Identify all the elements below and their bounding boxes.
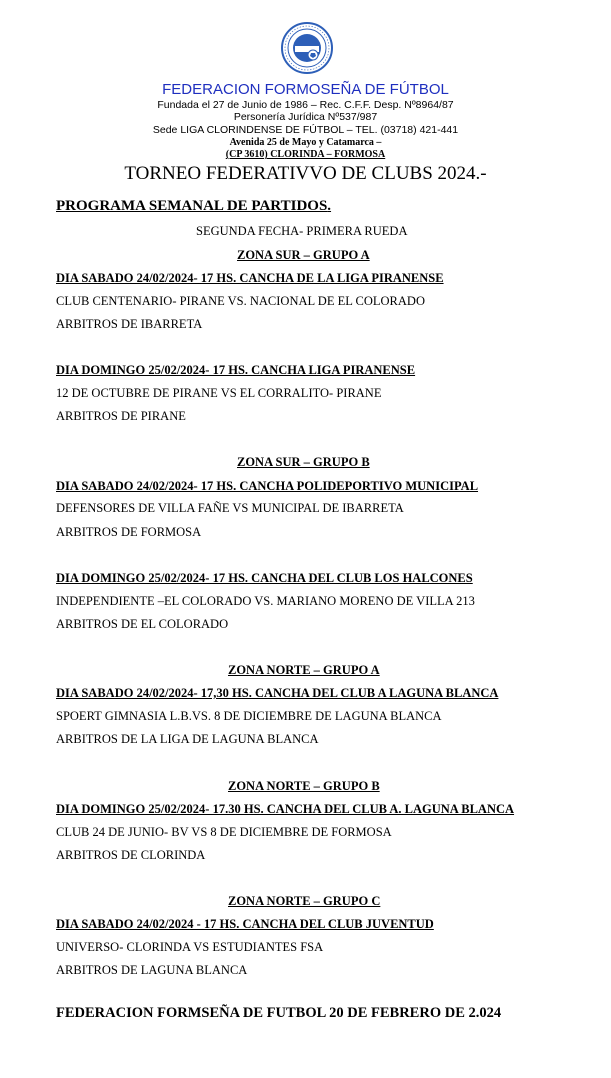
match-referees: ARBITROS DE PIRANE — [56, 409, 186, 423]
match-referees: ARBITROS DE IBARRETA — [56, 317, 203, 331]
match-teams: DEFENSORES DE VILLA FAÑE VS MUNICIPAL DE IBARRETA — [56, 501, 404, 515]
zone-title: ZONA NORTE – GRUPO A — [228, 663, 380, 677]
zone-title: ZONA NORTE – GRUPO B — [228, 779, 380, 793]
match-day: DIA DOMINGO 25/02/2024- 17 HS. CANCHA LIGA PIRANENSE — [56, 363, 416, 377]
match-teams: 12 DE OCTUBRE DE PIRANE VS EL CORRALITO- PIRANE — [56, 386, 382, 400]
personeria-line: Personería Jurídica Nº537/987 — [233, 111, 378, 123]
zone-title: ZONA SUR – GRUPO A — [237, 248, 370, 262]
program-title-text: PROGRAMA SEMANAL DE PARTIDOS — [56, 198, 328, 214]
match-teams: INDEPENDIENTE –EL COLORADO VS. MARIANO MORENO DE VILLA 213 — [56, 594, 475, 608]
match-day: DIA SABADO 24/02/2024 - 17 HS. CANCHA DEL CLUB JUVENTUD — [56, 917, 434, 931]
address-line-2: (CP 3610) CLORINDA – FORMOSA — [225, 149, 386, 160]
footer-signature: FEDERACION FORMSEÑA DE FUTBOL 20 DE FEBRERO DE 2.024 — [56, 1005, 502, 1021]
match-referees: ARBITROS DE EL COLORADO — [56, 617, 229, 631]
org-name: FEDERACION FORMOSEÑA DE FÚTBOL — [162, 81, 449, 98]
sede-line: Sede LIGA CLORINDENSE DE FÚTBOL – TEL. (03718) 421-441 — [152, 124, 459, 136]
program-title — [56, 198, 331, 215]
match-day: DIA SABADO 24/02/2024- 17 HS. CANCHA POLIDEPORTIVO MUNICIPAL — [56, 479, 479, 493]
match-teams: CLUB CENTENARIO- PIRANE VS. NACIONAL DE EL COLORADO — [56, 294, 425, 308]
federation-logo — [281, 22, 333, 74]
match-teams: CLUB 24 DE JUNIO- BV VS 8 DE DICIEMBRE DE FORMOSA — [56, 825, 392, 839]
match-referees: ARBITROS DE LA LIGA DE LAGUNA BLANCA — [56, 732, 319, 746]
address-line-1: Avenida 25 de Mayo y Catamarca – — [229, 137, 382, 148]
match-teams: SPOERT GIMNASIA L.B.VS. 8 DE DICIEMBRE DE LAGUNA BLANCA — [56, 709, 442, 723]
match-teams: UNIVERSO- CLORINDA VS ESTUDIANTES FSA — [56, 940, 324, 954]
match-referees: ARBITROS DE FORMOSA — [56, 525, 202, 539]
match-referees: ARBITROS DE LAGUNA BLANCA — [56, 963, 248, 977]
tournament-title: TORNEO FEDERATIVVO DE CLUBS 2024.- — [124, 163, 487, 184]
match-day: DIA SABADO 24/02/2024- 17 HS. CANCHA DE LA LIGA PIRANENSE — [56, 271, 444, 285]
match-referees: ARBITROS DE CLORINDA — [56, 848, 206, 862]
zone-title: ZONA NORTE – GRUPO C — [228, 894, 381, 908]
zone-title: ZONA SUR – GRUPO B — [237, 455, 370, 469]
founded-line: Fundada el 27 de Junio de 1986 – Rec. C.F.F. Desp. Nº8964/87 — [157, 99, 454, 111]
match-day: DIA DOMINGO 25/02/2024- 17.30 HS. CANCHA DEL CLUB A. LAGUNA BLANCA — [56, 802, 515, 816]
match-day: DIA SABADO 24/02/2024- 17,30 HS. CANCHA DEL CLUB A LAGUNA BLANCA — [56, 686, 499, 700]
program-title-dot: . — [327, 198, 332, 214]
match-day: DIA DOMINGO 25/02/2024- 17 HS. CANCHA DEL CLUB LOS HALCONES — [56, 571, 473, 585]
fecha-subtitle: SEGUNDA FECHA- PRIMERA RUEDA — [196, 224, 408, 238]
